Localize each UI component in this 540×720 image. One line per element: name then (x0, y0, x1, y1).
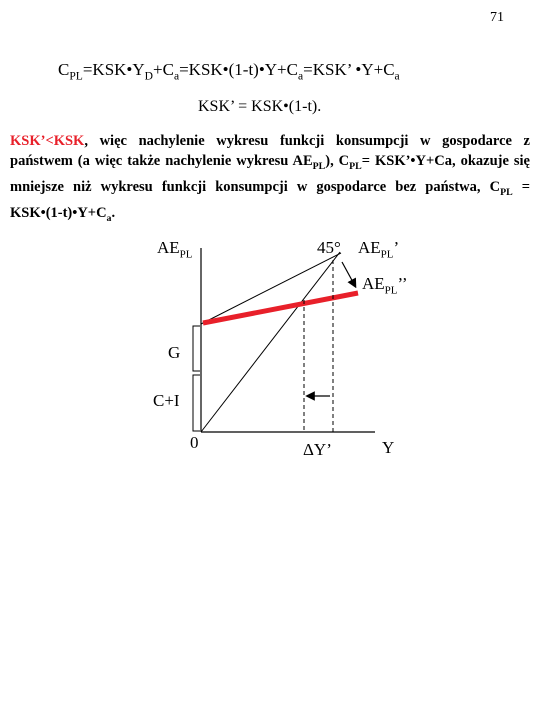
ksk-prime-formula: KSK’ = KSK•(1-t). (198, 98, 322, 115)
y-axis-label: $AE_{PL}$ (157, 238, 193, 261)
ae-pointer (342, 262, 354, 284)
ae-line-original (201, 253, 341, 324)
explanation-paragraph: KSK’<KSK, więc nachylenie wykresu funkcji konsumpcji w gospodarce z państwem (a więc także nachylenie wykresu $AE_{PL}$), $C_{PL}=$ KSK’•Y+Ca, okazuje się mniejsze niż wykresu funkcji konsumpcji w gospodarce bez państwa, $C_{PL}$ = $KSK•(1-t)•Y+C_a$. (10, 133, 531, 224)
label-ae-double-prime: $AE_{PL}$’’ (362, 274, 408, 297)
consumption-formula: $C_{PL}=KSK•Y_D+C_a=KSK•(1-t)•Y+C_a=KSK$’ $•Y+C_a$ (58, 60, 400, 83)
label-c-plus-i: C+I (153, 391, 180, 410)
line-45-degree (201, 252, 340, 432)
bracket-ci (193, 375, 200, 431)
label-y: Y (382, 438, 395, 457)
ksk-comparison: KSK’<KSK (10, 133, 85, 149)
bracket-g (193, 326, 200, 371)
label-45: 45° (317, 238, 341, 257)
label-g: G (168, 343, 181, 362)
label-delta-y: ΔY’ (303, 440, 332, 459)
page-number: 71 (490, 10, 504, 25)
label-origin: 0 (190, 433, 199, 452)
label-ae-prime: $AE_{PL}$’ (358, 238, 400, 261)
ae-line-government (203, 293, 358, 323)
